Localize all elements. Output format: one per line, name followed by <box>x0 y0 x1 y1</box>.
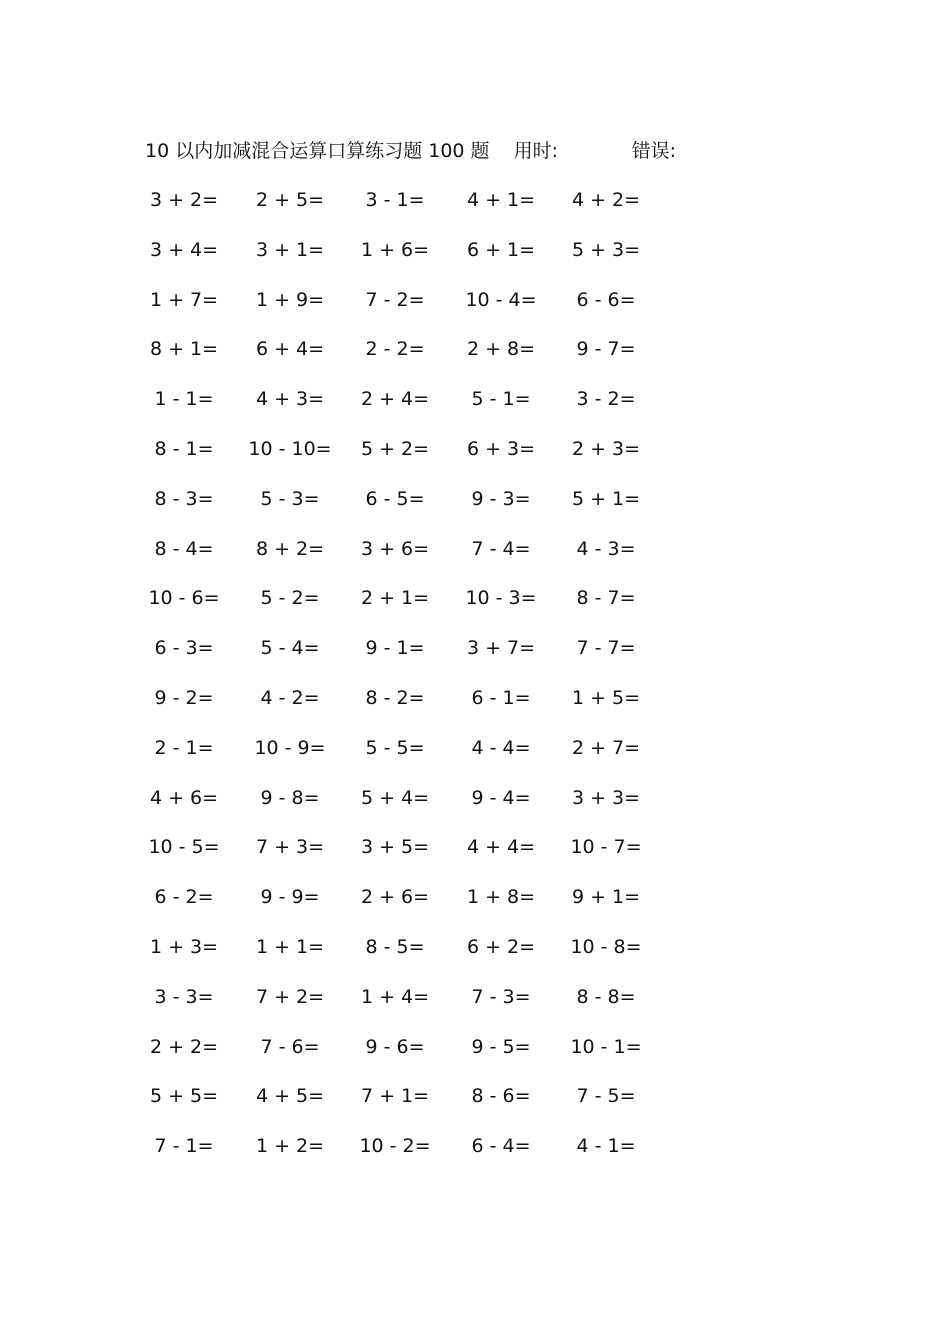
math-problem: 5 - 1= <box>471 388 531 411</box>
math-problem: 1 + 7= <box>149 288 219 311</box>
math-problem: 2 + 8= <box>466 338 536 361</box>
math-problem: 10 - 10= <box>248 437 332 460</box>
math-problem: 6 - 3= <box>154 637 214 660</box>
math-problem: 4 + 4= <box>466 836 536 859</box>
math-problem: 3 - 3= <box>154 985 214 1008</box>
math-problem: 6 - 4= <box>471 1135 531 1158</box>
math-problem: 7 + 2= <box>255 985 325 1008</box>
math-problem: 10 - 6= <box>148 587 220 610</box>
math-problem: 8 - 5= <box>365 935 425 958</box>
math-problem: 4 + 6= <box>149 786 219 809</box>
math-problem: 4 + 3= <box>255 388 325 411</box>
math-problem: 8 + 2= <box>255 537 325 560</box>
problem-row <box>0 532 950 582</box>
math-problem: 3 + 4= <box>149 238 219 261</box>
errors-label: 错误: <box>631 140 676 162</box>
math-problem: 9 - 9= <box>260 886 320 909</box>
math-problem: 2 + 7= <box>571 736 641 759</box>
math-problem: 10 - 4= <box>465 288 537 311</box>
problem-row <box>0 880 950 930</box>
math-problem: 1 + 3= <box>149 935 219 958</box>
math-problem: 7 - 2= <box>365 288 425 311</box>
problem-row <box>0 1079 950 1129</box>
math-problem: 2 + 6= <box>360 886 430 909</box>
worksheet-header <box>145 136 676 166</box>
math-problem: 3 + 3= <box>571 786 641 809</box>
math-problem: 7 - 5= <box>576 1085 636 1108</box>
math-problem: 8 - 7= <box>576 587 636 610</box>
math-problem: 4 - 2= <box>260 686 320 709</box>
math-problem: 5 + 1= <box>571 487 641 510</box>
problem-row <box>0 382 950 432</box>
math-problem: 9 - 3= <box>471 487 531 510</box>
math-problem: 3 + 5= <box>360 836 430 859</box>
math-problem: 1 + 6= <box>360 238 430 261</box>
math-problem: 9 - 2= <box>154 686 214 709</box>
problem-row <box>0 482 950 532</box>
math-problem: 4 + 1= <box>466 189 536 211</box>
math-problem: 8 - 2= <box>365 686 425 709</box>
problem-row <box>0 930 950 980</box>
math-problem: 9 + 1= <box>571 886 641 909</box>
math-problem: 1 + 2= <box>255 1135 325 1158</box>
math-problem: 7 - 7= <box>576 637 636 660</box>
problem-row <box>0 581 950 631</box>
math-problem: 10 - 2= <box>359 1135 431 1158</box>
problem-grid <box>0 183 950 1179</box>
math-problem: 9 - 6= <box>365 1035 425 1058</box>
math-problem: 5 + 2= <box>360 437 430 460</box>
time-used-label: 用时: <box>513 140 558 162</box>
math-problem: 3 + 6= <box>360 537 430 560</box>
math-problem: 4 + 2= <box>571 189 641 211</box>
math-problem: 7 - 3= <box>471 985 531 1008</box>
problem-row <box>0 233 950 283</box>
math-problem: 3 - 1= <box>365 189 425 211</box>
math-problem: 9 - 4= <box>471 786 531 809</box>
problem-row <box>0 681 950 731</box>
problem-row <box>0 631 950 681</box>
math-problem: 6 + 4= <box>255 338 325 361</box>
math-problem: 7 + 3= <box>255 836 325 859</box>
math-problem: 9 - 5= <box>471 1035 531 1058</box>
math-problem: 6 + 1= <box>466 238 536 261</box>
math-problem: 1 + 5= <box>571 686 641 709</box>
math-problem: 6 - 6= <box>576 288 636 311</box>
math-problem: 1 - 1= <box>154 388 214 411</box>
math-problem: 8 - 3= <box>154 487 214 510</box>
math-problem: 6 + 2= <box>466 935 536 958</box>
math-problem: 5 - 5= <box>365 736 425 759</box>
problem-row <box>0 980 950 1030</box>
math-problem: 8 - 4= <box>154 537 214 560</box>
math-problem: 10 - 5= <box>148 836 220 859</box>
math-problem: 10 - 7= <box>570 836 642 859</box>
problem-row <box>0 183 950 233</box>
math-problem: 8 - 6= <box>471 1085 531 1108</box>
problem-row <box>0 731 950 781</box>
math-problem: 2 + 5= <box>255 189 325 211</box>
math-problem: 3 + 1= <box>255 238 325 261</box>
math-problem: 3 + 2= <box>149 189 219 211</box>
math-problem: 10 - 9= <box>254 736 326 759</box>
math-problem: 7 + 1= <box>360 1085 430 1108</box>
math-problem: 5 - 2= <box>260 587 320 610</box>
math-problem: 1 + 1= <box>255 935 325 958</box>
math-problem: 7 - 4= <box>471 537 531 560</box>
math-problem: 1 + 8= <box>466 886 536 909</box>
math-problem: 2 + 3= <box>571 437 641 460</box>
math-problem: 1 + 9= <box>255 288 325 311</box>
math-problem: 2 - 1= <box>154 736 214 759</box>
math-problem: 8 + 1= <box>149 338 219 361</box>
math-problem: 2 + 1= <box>360 587 430 610</box>
problem-row <box>0 432 950 482</box>
math-problem: 8 - 8= <box>576 985 636 1008</box>
math-problem: 10 - 8= <box>570 935 642 958</box>
math-problem: 3 - 2= <box>576 388 636 411</box>
math-problem: 9 - 7= <box>576 338 636 361</box>
math-problem: 5 + 3= <box>571 238 641 261</box>
math-problem: 10 - 1= <box>570 1035 642 1058</box>
math-problem: 2 - 2= <box>365 338 425 361</box>
math-problem: 1 + 4= <box>360 985 430 1008</box>
math-problem: 6 - 1= <box>471 686 531 709</box>
math-problem: 2 + 2= <box>149 1035 219 1058</box>
problem-row <box>0 283 950 333</box>
math-problem: 4 - 1= <box>576 1135 636 1158</box>
math-problem: 5 - 3= <box>260 487 320 510</box>
math-problem: 9 - 8= <box>260 786 320 809</box>
math-problem: 6 - 5= <box>365 487 425 510</box>
math-problem: 3 + 7= <box>466 637 536 660</box>
math-problem: 7 - 6= <box>260 1035 320 1058</box>
problem-row <box>0 830 950 880</box>
math-problem: 5 + 5= <box>149 1085 219 1108</box>
math-problem: 5 + 4= <box>360 786 430 809</box>
math-problem: 2 + 4= <box>360 388 430 411</box>
math-problem: 6 - 2= <box>154 886 214 909</box>
math-problem: 8 - 1= <box>154 437 214 460</box>
math-problem: 4 - 4= <box>471 736 531 759</box>
math-problem: 4 + 5= <box>255 1085 325 1108</box>
math-problem: 4 - 3= <box>576 537 636 560</box>
problem-row <box>0 1129 950 1179</box>
math-problem: 6 + 3= <box>466 437 536 460</box>
math-problem: 9 - 1= <box>365 637 425 660</box>
math-problem: 5 - 4= <box>260 637 320 660</box>
math-problem: 7 - 1= <box>154 1135 214 1158</box>
problem-row <box>0 781 950 831</box>
worksheet-title: 10 以内加减混合运算口算练习题 100 题 <box>145 140 490 162</box>
problem-row <box>0 332 950 382</box>
math-problem: 10 - 3= <box>465 587 537 610</box>
problem-row <box>0 1030 950 1080</box>
